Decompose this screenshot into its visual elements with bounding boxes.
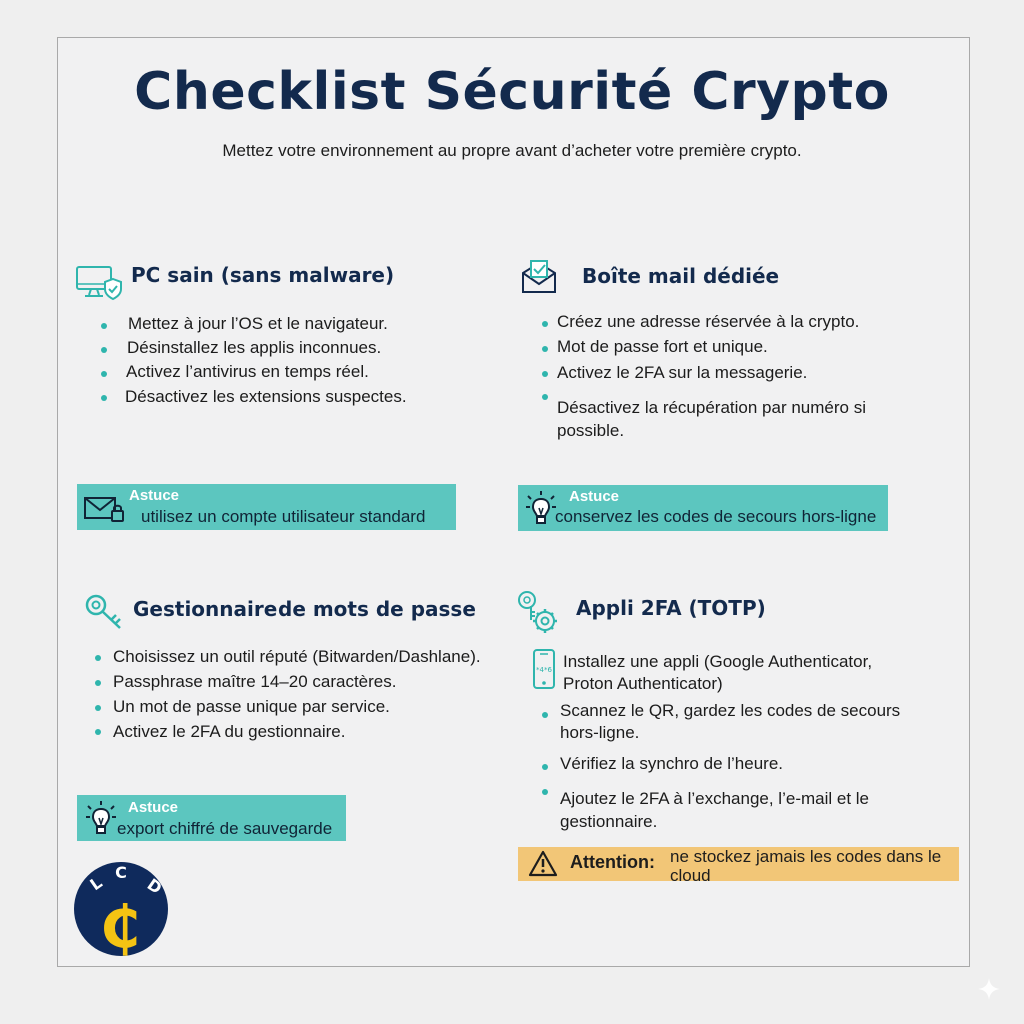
- section-title-gestionnaire: Gestionnaire: [133, 597, 278, 621]
- bullet: [101, 395, 107, 401]
- list-item: Installez une appli (Google Authenticator,: [563, 652, 873, 671]
- list-item-continued: gestionnaire.: [560, 812, 658, 831]
- list-item: Ajoutez le 2FA à l’exchange, l’e-mail et le: [560, 789, 870, 808]
- list-item: Mot de passe fort et unique.: [557, 337, 768, 356]
- section-title-gestionnaire-suffix: de mots de passe: [278, 597, 476, 621]
- logo-letter-d: D: [143, 874, 166, 898]
- bullet: [542, 346, 548, 352]
- list-item: Choisissez un outil réputé (Bitwarden/Dashlane).: [113, 647, 481, 666]
- list-item: Désinstallez les applis inconnues.: [127, 338, 382, 357]
- tip-label: Astuce: [569, 488, 620, 505]
- bullet: [542, 321, 548, 327]
- page-subtitle: Mettez votre environnement au propre avant d’acheter votre première crypto.: [222, 141, 802, 160]
- bullet: [101, 347, 107, 353]
- bullet: [95, 655, 101, 661]
- logo-symbol: ₵: [99, 893, 141, 957]
- section-title-2fa: Appli 2FA (TOTP): [576, 596, 766, 620]
- tip-box-pc: [77, 484, 456, 530]
- tip-text: utilisez un compte utilisateur standard: [141, 507, 426, 526]
- bullet: [95, 729, 101, 735]
- tip-label: Astuce: [128, 799, 179, 816]
- key-icon: [85, 594, 125, 632]
- list-item: Désactivez les extensions suspectes.: [125, 387, 407, 406]
- tip-text: conservez les codes de secours hors-ligne: [555, 507, 877, 526]
- smartphone-icon: [532, 648, 556, 690]
- bullet: [542, 712, 548, 718]
- warning-label: Attention:: [570, 852, 655, 872]
- warning-text: ne stockez jamais les codes dans le cloud: [670, 847, 942, 885]
- list-item: Scannez le QR, gardez les codes de secours: [560, 701, 901, 720]
- list-item: Vérifiez la synchro de l’heure.: [560, 754, 784, 773]
- warning-triangle-icon: [528, 850, 558, 877]
- envelope-lock-icon: [83, 496, 125, 524]
- list-item-continued: hors-ligne.: [560, 723, 640, 742]
- list-item: Activez l’antivirus en temps réel.: [126, 362, 369, 381]
- tip-box-mail: [518, 485, 888, 531]
- list-item: Mettez à jour l’OS et le navigateur.: [128, 314, 388, 333]
- envelope-check-icon: [520, 259, 558, 295]
- tip-label: Astuce: [129, 487, 180, 504]
- bullet: [542, 371, 548, 377]
- lightbulb-icon: [86, 801, 116, 837]
- sparkle-icon: [978, 978, 1000, 1000]
- svg-text:*4*6: *4*6: [536, 666, 552, 674]
- list-item-continued: Proton Authenticator): [563, 674, 723, 693]
- monitor-shield-icon: [75, 265, 125, 303]
- list-item-continued: possible.: [557, 421, 625, 440]
- warning-box: [518, 847, 959, 885]
- list-item: Un mot de passe unique par service.: [113, 697, 390, 716]
- bullet: [101, 323, 107, 329]
- bullet: [542, 789, 548, 795]
- list-item: Activez le 2FA du gestionnaire.: [113, 722, 346, 741]
- bullet: [542, 394, 548, 400]
- bullet: [101, 371, 107, 377]
- section-title-mail: Boîte mail dédiée: [582, 264, 780, 288]
- lightbulb-icon: [526, 491, 556, 527]
- tip-box-gestionnaire: [77, 795, 346, 841]
- list-item: Désactivez la récupération par numéro si: [557, 398, 866, 417]
- section-title-pc: PC sain (sans malware): [131, 263, 395, 287]
- list-item: Créez une adresse réservée à la crypto.: [557, 312, 860, 331]
- lcd-logo: [73, 861, 169, 957]
- bullet: [542, 764, 548, 770]
- list-item: Passphrase maître 14–20 caractères.: [113, 672, 397, 691]
- logo-letter-l: L: [86, 872, 106, 895]
- list-item: Activez le 2FA sur la messagerie.: [557, 363, 808, 382]
- bullet: [95, 680, 101, 686]
- logo-letter-c: C: [115, 863, 127, 882]
- bullet: [95, 705, 101, 711]
- tip-text: export chiffré de sauvegarde: [117, 819, 333, 838]
- key-gear-icon: [516, 590, 560, 636]
- page-title: Checklist Sécurité Crypto: [134, 62, 890, 122]
